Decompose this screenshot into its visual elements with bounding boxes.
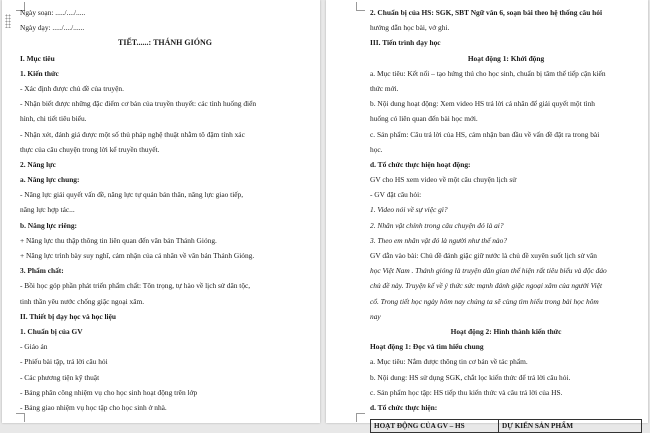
page-text xyxy=(370,8,642,433)
text-line: b. Nội dung hoạt động: Xem video HS trả lời cá nhân để giải quyết một tình xyxy=(370,99,595,109)
text-line: Ngày soạn: ...../..../..... xyxy=(20,8,86,17)
text-line: huống có liên quan đến bài học mới. xyxy=(370,114,478,124)
subsection-heading: 2. Chuẩn bị của HS: SGK, SBT Ngữ văn 6, soạn bài theo hệ thống câu hỏi xyxy=(370,8,603,17)
activity-table-header xyxy=(370,419,642,433)
text-line: thực của câu chuyện trong lời kể truyền thuyết. xyxy=(20,144,160,154)
question-line: 1. Video nói về sự việc gì? xyxy=(370,205,448,215)
corner-mark xyxy=(356,413,365,422)
section-heading: II. Thiết bị dạy học và học liệu xyxy=(20,311,116,321)
text-line: - Xác định được chủ đề của truyện. xyxy=(20,83,124,93)
text-line: + Năng lực thu thập thông tin liên quan đến văn bản Thánh Gióng. xyxy=(20,235,217,245)
section-heading: I. Mục tiêu xyxy=(20,53,55,63)
text-line: a. Mục tiêu: Kết nối – tạo hứng thú cho học sinh, chuẩn bị tâm thế tiếp cận kiến xyxy=(370,68,606,78)
text-line: c. Sản phẩm học tập: HS tiếp thu kiến thức và câu trả lời của HS. xyxy=(370,387,563,397)
question-line: 3. Theo em nhân vật đó là người như thế nào? xyxy=(370,235,508,245)
activity-heading: Hoạt động 2: Hình thành kiến thức xyxy=(450,326,562,336)
text-line: nay xyxy=(370,311,381,321)
subsection-heading: b. Năng lực riêng: xyxy=(20,220,77,230)
table-header-cell: DỰ KIẾN SẢN PHẨM xyxy=(502,422,574,431)
subsection-heading: d. Tổ chức thực hiện: xyxy=(370,402,438,412)
text-line: - Bồi học góp phần phát triển phẩm chất: Tôn trọng, tự hào về lịch sử dân tộc, xyxy=(20,281,251,291)
text-line: + Năng lực trình bày suy nghĩ, cảm nhận của cá nhân về văn bản Thánh Gióng. xyxy=(20,251,255,260)
text-line: - Nhận xét, đánh giá được một số thủ pháp nghệ thuật nhằm tô đậm tính xác xyxy=(20,129,245,139)
corner-mark xyxy=(356,2,365,11)
subsection-heading: a. Năng lực chung: xyxy=(20,175,80,185)
text-line: - Bảng phân công nhiệm vụ cho học sinh hoạt động trên lớp xyxy=(20,387,198,397)
text-line: GV cho HS xem video về một câu chuyện lịch sử xyxy=(370,175,517,185)
lesson-title: TIẾT......: THÁNH GIÓNG xyxy=(118,38,212,48)
text-line: - Các phương tiện kỹ thuật xyxy=(20,372,100,382)
subsection-heading: Hoạt động 1: Đọc và tìm hiểu chung xyxy=(370,342,484,352)
subsection-heading: 2. Năng lực xyxy=(20,159,56,169)
text-line: chủ đề này. Truyện kể về ý thức sức mạnh đánh giặc ngoại xâm của người Việt xyxy=(370,281,603,291)
document-page-left xyxy=(2,0,320,423)
text-line: - Bảng giao nhiệm vụ học tập cho học sinh ở nhà. xyxy=(20,402,167,412)
text-line: học. xyxy=(370,144,383,154)
text-line: a. Mục tiêu: Nắm được thông tin cơ bản về tác phẩm. xyxy=(370,357,528,367)
text-line: tinh thần yêu nước chống giặc ngoại xâm. xyxy=(20,296,145,306)
text-line: - GV đặt câu hỏi: xyxy=(370,190,422,200)
section-heading: III. Tiến trình dạy học xyxy=(370,38,441,48)
subsection-heading: d. Tổ chức thực hiện hoạt động: xyxy=(370,159,471,169)
subsection-heading: 3. Phẩm chất: xyxy=(20,266,64,276)
drag-handle-icon[interactable] xyxy=(5,14,11,28)
text-line: c. Sản phẩm: Câu trả lời của HS, cảm nhận ban đầu về vấn đề đặt ra trong bài xyxy=(370,129,600,139)
subsection-heading: 1. Chuẩn bị của GV xyxy=(20,326,83,336)
text-line: b. Nội dung: HS sử dụng SGK, chắt lọc kiến thức để trả lời câu hỏi. xyxy=(370,372,571,382)
subsection-heading: 1. Kiến thức xyxy=(20,68,59,78)
table-header-cell: HOẠT ĐỘNG CỦA GV – HS xyxy=(371,420,499,432)
question-line: 2. Nhân vật chính trong câu chuyện đó là ai? xyxy=(370,220,504,230)
text-line: năng lực hợp tác... xyxy=(20,205,75,215)
text-line: Ngày dạy: ...../..../...... xyxy=(20,23,85,33)
document-page-right xyxy=(326,0,648,431)
text-line: hướng dẫn học bài, vở ghi. xyxy=(370,23,450,33)
text-line: cổ. Trong tiết học ngày hôm nay chúng ta sẽ cùng tìm hiểu trong bài học hôm xyxy=(370,296,599,306)
text-line: - Nhận biết được những đặc điểm cơ bản của truyền thuyết: các tình huống điển xyxy=(20,99,257,109)
activity-heading: Hoạt động 1: Khởi động xyxy=(467,53,545,63)
text-line: hình, chi tiết tiêu biểu. xyxy=(20,114,87,124)
text-line: - Phiếu bài tập, trả lời câu hỏi xyxy=(20,357,108,367)
text-line: - Giáo án xyxy=(20,342,48,352)
text-line: học Việt Nam . Thánh gióng là truyện dân gian thể hiện rất tiêu biểu và độc đáo xyxy=(370,266,607,276)
text-line: thức mới. xyxy=(370,83,399,93)
text-line: GV dẫn vào bài: Chủ đề đánh giặc giữ nước là chủ đề xuyên suốt lịch sử văn xyxy=(370,251,597,260)
page-text xyxy=(20,8,310,418)
text-line: - Năng lực giải quyết vấn đề, năng lực tự quản bản thân, năng lực giao tiếp, xyxy=(20,190,244,200)
